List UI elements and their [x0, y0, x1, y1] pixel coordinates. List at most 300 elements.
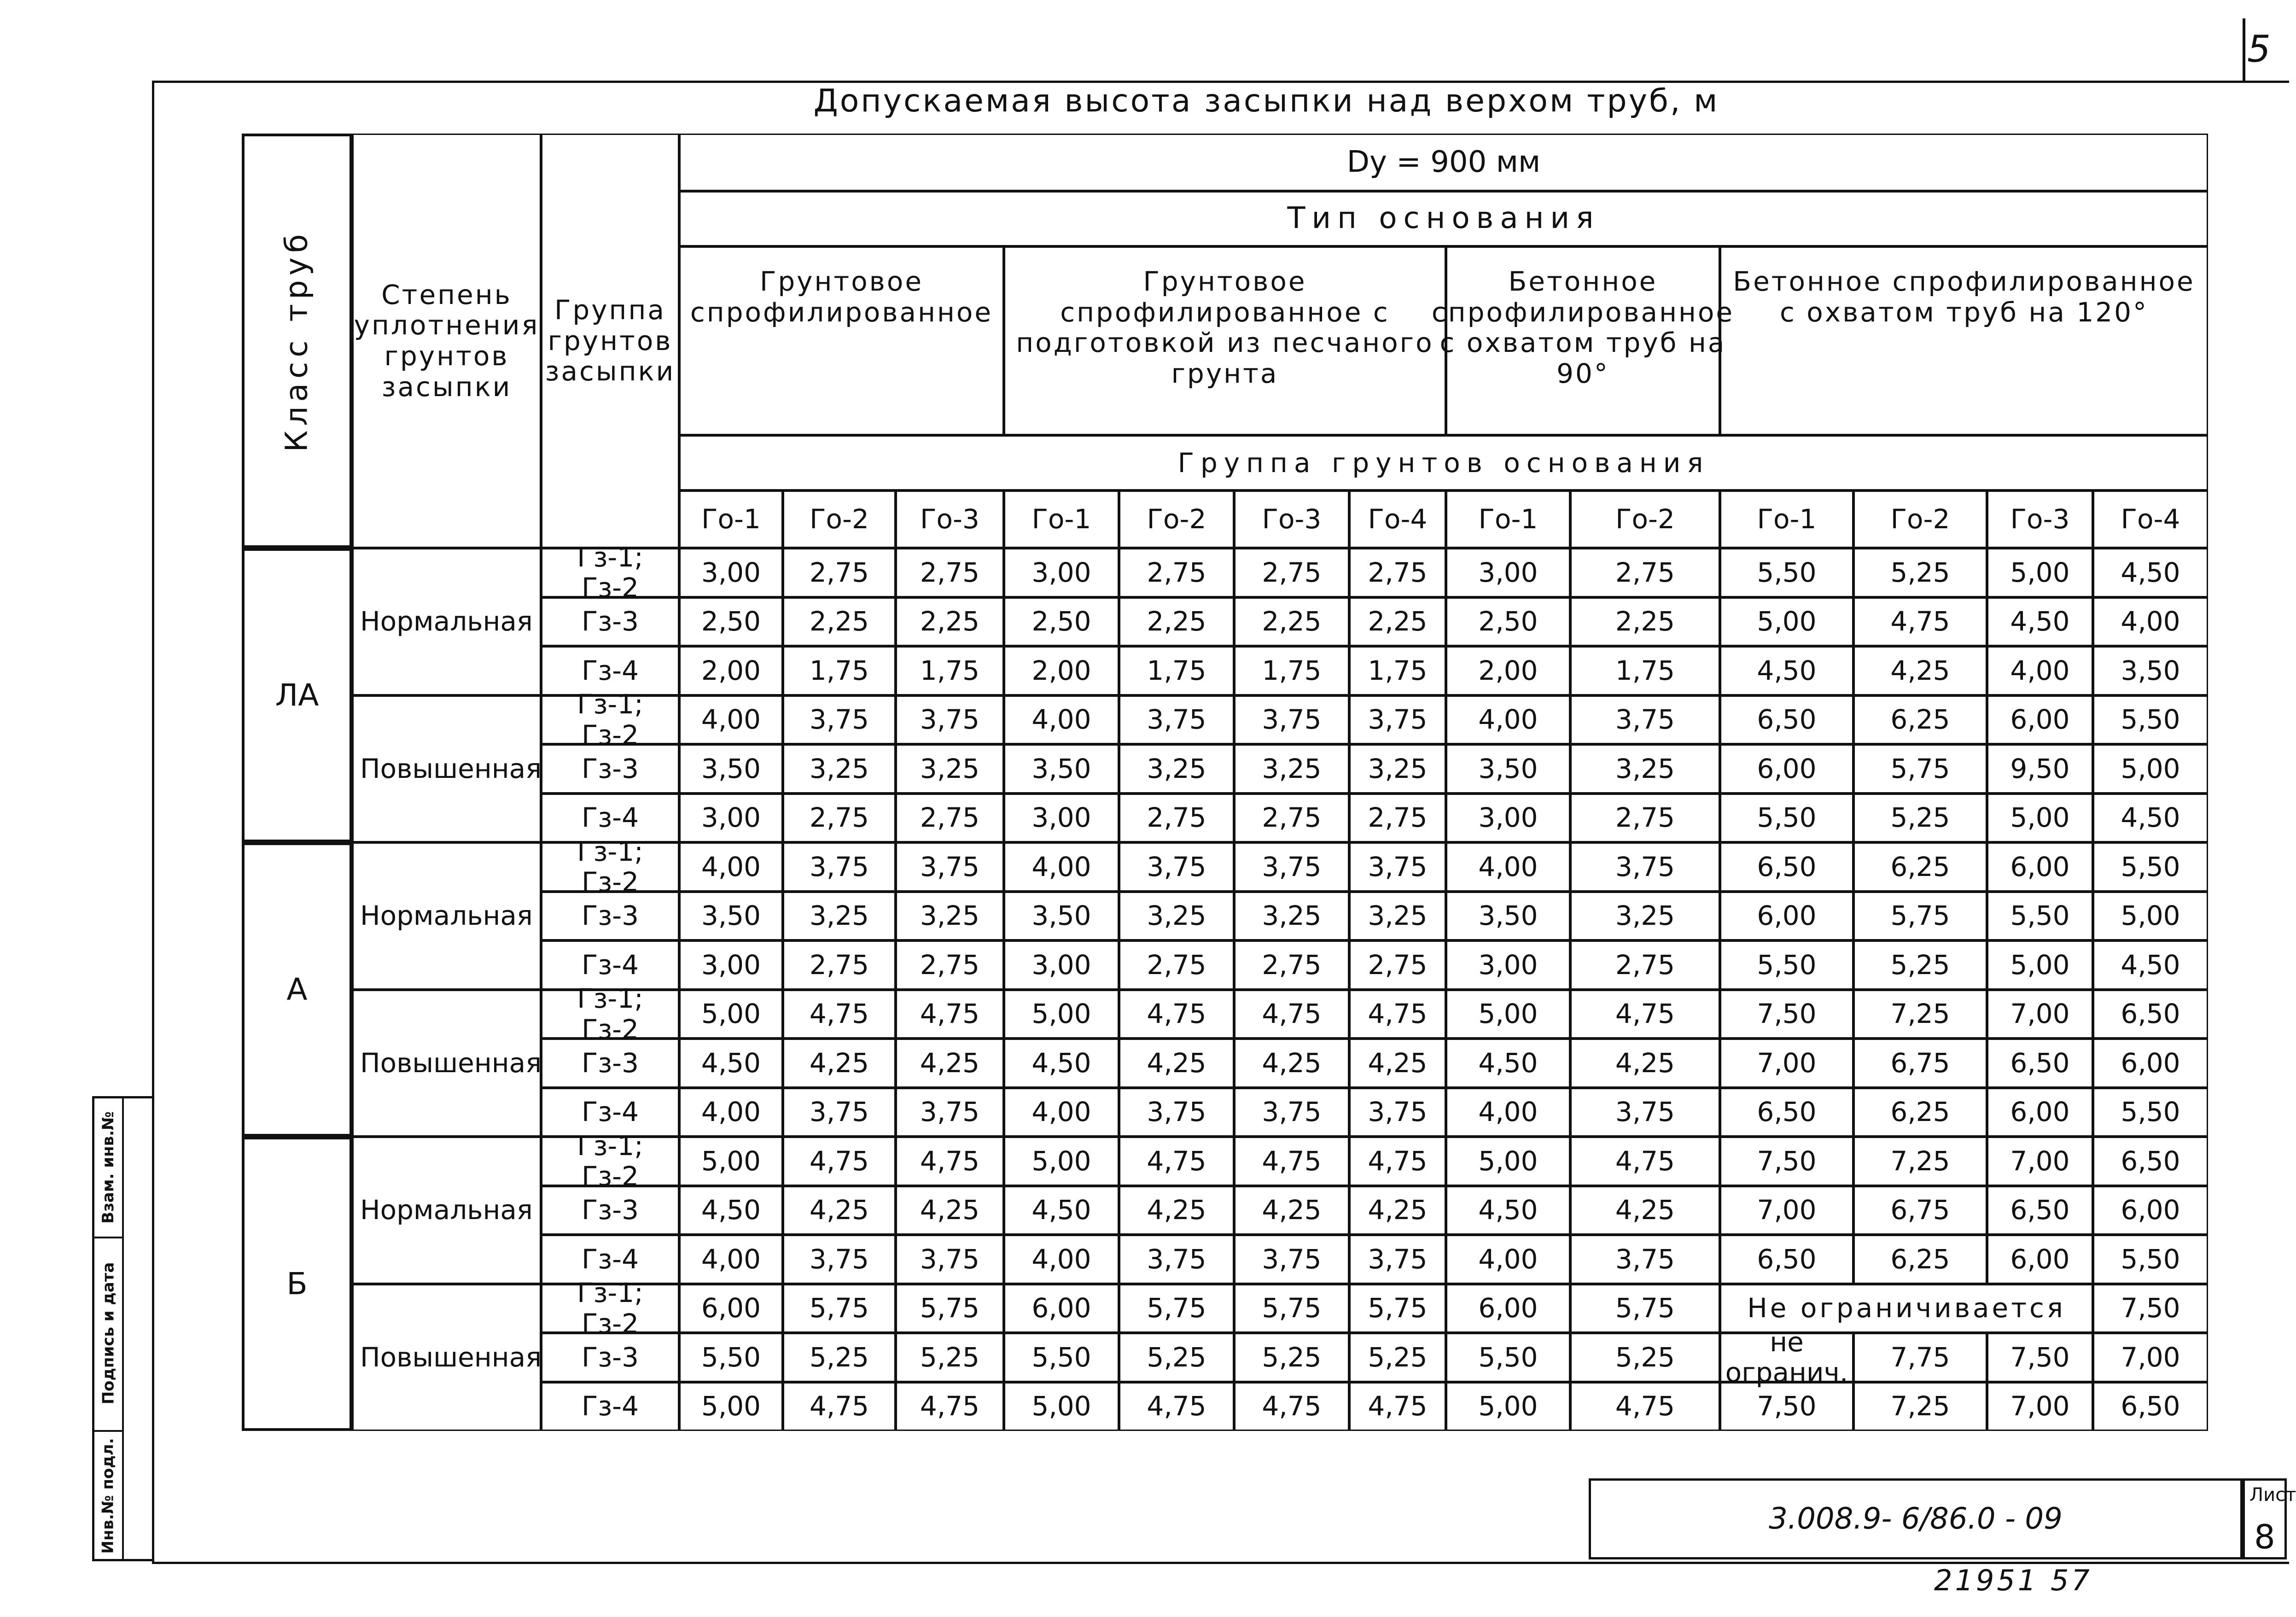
value-cell-text: 2,75 — [1368, 556, 1428, 588]
value-cell-text: 3,50 — [1031, 753, 1091, 784]
value-cell-text: 7,00 — [2010, 1145, 2070, 1177]
value-cell-text: 4,75 — [1262, 1145, 1322, 1177]
value-cell — [1234, 1039, 1349, 1088]
header-base-type-2 — [1004, 246, 1446, 435]
value-cell — [783, 1235, 896, 1284]
value-cell-text: 1,75 — [920, 654, 980, 686]
value-cell — [2093, 940, 2208, 990]
value-cell — [1004, 892, 1119, 941]
value-cell — [896, 1186, 1004, 1235]
compaction-cell — [352, 842, 541, 990]
value-cell-text: 6,75 — [1890, 1047, 1950, 1079]
class-cell-text: ЛА — [275, 677, 319, 713]
value-cell — [1119, 1235, 1234, 1284]
value-cell — [679, 1137, 783, 1186]
value-cell-text: 6,25 — [1890, 704, 1950, 736]
value-cell — [1446, 940, 1570, 990]
value-cell — [1570, 1137, 1720, 1186]
bottom-archive-number: 21951 57 — [1934, 1564, 2092, 1597]
value-cell — [896, 940, 1004, 990]
value-cell-text: 5,75 — [809, 1292, 869, 1324]
backfill-group-cell — [541, 835, 679, 898]
value-cell-text: 3,25 — [1368, 753, 1428, 784]
page-title: Допускаемая высота засыпки над верхом труб, м — [813, 83, 1719, 119]
compaction-cell-text: Повышенная — [360, 1047, 542, 1079]
value-cell — [896, 990, 1004, 1039]
value-cell — [1853, 695, 1987, 745]
value-cell — [1987, 892, 2093, 941]
value-cell — [1349, 1088, 1446, 1137]
value-cell-text: 4,00 — [701, 1243, 761, 1275]
value-cell — [1349, 940, 1446, 990]
value-cell-text: 4,75 — [1368, 998, 1428, 1030]
document-code-box — [1589, 1478, 2243, 1559]
value-cell — [1570, 1235, 1720, 1284]
value-cell — [1446, 695, 1570, 745]
backfill-group-cell-text: Гз-4 — [581, 802, 639, 834]
value-cell-text: 5,00 — [701, 1390, 761, 1422]
backfill-group-cell — [541, 597, 679, 647]
value-cell — [783, 892, 896, 941]
value-cell-text: 3,00 — [1031, 556, 1091, 588]
value-cell-text: 6,50 — [1757, 1096, 1817, 1128]
value-cell-text: 6,00 — [2010, 704, 2070, 736]
value-cell-text: 2,50 — [1478, 606, 1538, 637]
subcol-header-text: Го-3 — [1262, 503, 1322, 535]
value-cell — [1119, 1382, 1234, 1431]
value-cell-text: 7,25 — [1890, 998, 1950, 1030]
backfill-group-cell — [541, 1039, 679, 1088]
value-cell-text: 4,75 — [1147, 998, 1206, 1030]
value-cell — [2093, 1137, 2208, 1186]
class-cell — [242, 1137, 352, 1431]
value-cell-text: 3,75 — [1147, 851, 1206, 882]
value-cell-text: 5,00 — [1031, 1145, 1091, 1177]
value-cell — [1119, 1137, 1234, 1186]
class-cell-text: А — [286, 971, 308, 1007]
value-cell-text: 4,50 — [1031, 1194, 1091, 1226]
subcol-header — [1987, 490, 2093, 548]
value-cell — [1349, 1382, 1446, 1431]
value-cell-text: 5,25 — [1890, 949, 1950, 981]
header-class — [242, 134, 352, 548]
header-compaction — [352, 134, 541, 548]
backfill-group-cell-text: Гз-3 — [581, 1047, 639, 1079]
value-cell-text: 6,00 — [1757, 753, 1817, 784]
value-cell — [679, 1088, 783, 1137]
value-cell — [1004, 646, 1119, 695]
value-cell — [1720, 892, 1853, 941]
value-cell — [896, 794, 1004, 843]
backfill-height-table — [242, 134, 2208, 1425]
value-cell-text: 5,50 — [2121, 1243, 2180, 1275]
value-cell-text: 4,75 — [809, 1390, 869, 1422]
header-dy — [679, 134, 2208, 191]
value-cell — [1987, 695, 2093, 745]
value-cell-text: 4,00 — [1031, 1243, 1091, 1275]
sheet-label: Лист — [2249, 1484, 2296, 1506]
value-cell-text: 4,50 — [1757, 654, 1817, 686]
value-cell — [1119, 1284, 1234, 1333]
value-cell-text: 6,00 — [2121, 1194, 2180, 1226]
value-cell — [783, 695, 896, 745]
value-cell-text: 4,75 — [1262, 1390, 1322, 1422]
value-cell-text: 6,00 — [1757, 900, 1817, 932]
value-cell — [679, 892, 783, 941]
value-cell-text: 5,25 — [1890, 802, 1950, 834]
backfill-group-cell-text: Гз-1; Гз-2 — [577, 1277, 643, 1339]
value-cell — [783, 1382, 896, 1431]
subcol-header — [1349, 490, 1446, 548]
value-cell — [1349, 892, 1446, 941]
value-cell — [783, 1088, 896, 1137]
value-cell — [1987, 548, 2093, 597]
value-cell — [1720, 695, 1853, 745]
value-cell — [679, 794, 783, 843]
value-cell — [2093, 842, 2208, 892]
value-cell — [1119, 1039, 1234, 1088]
backfill-group-cell — [541, 689, 679, 751]
value-cell-text: 3,00 — [1478, 556, 1538, 588]
value-cell — [1446, 1039, 1570, 1088]
value-cell-text: 2,75 — [1368, 949, 1428, 981]
value-cell — [2093, 794, 2208, 843]
value-cell — [1349, 597, 1446, 647]
value-cell-text: 5,75 — [1262, 1292, 1322, 1324]
value-cell-text: 3,00 — [1031, 802, 1091, 834]
value-cell-text: 4,25 — [1262, 1194, 1322, 1226]
value-cell — [679, 1235, 783, 1284]
value-cell — [1987, 744, 2093, 794]
value-cell — [1234, 1235, 1349, 1284]
value-cell-text: 2,75 — [1615, 556, 1675, 588]
value-cell-text: 2,75 — [1262, 802, 1322, 834]
value-cell-text: 3,75 — [1262, 851, 1322, 882]
value-cell-text: 2,25 — [920, 606, 980, 637]
value-cell — [1853, 548, 1987, 597]
value-cell — [783, 1186, 896, 1235]
value-cell — [1119, 892, 1234, 941]
value-cell — [1349, 990, 1446, 1039]
document-code: 3.008.9- 6/86.0 - 09 — [1769, 1502, 2063, 1536]
backfill-group-cell-text: Гз-4 — [581, 949, 639, 981]
value-cell-text: 4,50 — [1478, 1047, 1538, 1079]
value-cell-text: 4,75 — [920, 998, 980, 1030]
subcol-header-text: Го-1 — [1757, 503, 1817, 535]
value-cell — [1446, 744, 1570, 794]
value-cell-text: 3,25 — [1147, 900, 1206, 932]
value-cell-text: 5,00 — [1031, 998, 1091, 1030]
value-cell-text: 1,75 — [1147, 654, 1206, 686]
backfill-group-cell-text: Гз-3 — [581, 1341, 639, 1373]
value-cell — [1570, 646, 1720, 695]
value-cell-text: 2,25 — [1147, 606, 1206, 637]
value-cell-text: 4,00 — [1478, 704, 1538, 736]
compaction-cell — [352, 695, 541, 843]
value-cell-text: 1,75 — [1262, 654, 1322, 686]
value-cell — [1987, 1186, 2093, 1235]
subcol-header-text: Го-1 — [1031, 503, 1091, 535]
subcol-header — [1720, 490, 1853, 548]
subcol-header-text: Го-4 — [1368, 503, 1428, 535]
value-cell-text: 5,00 — [1757, 606, 1817, 637]
value-cell — [1349, 695, 1446, 745]
value-cell-text: 6,25 — [1890, 1243, 1950, 1275]
value-cell — [1004, 597, 1119, 647]
value-cell-text: 3,75 — [1262, 1243, 1322, 1275]
value-cell-text: 7,00 — [2010, 998, 2070, 1030]
value-cell-text: 3,25 — [1615, 753, 1675, 784]
value-cell — [1720, 940, 1853, 990]
backfill-group-cell — [541, 983, 679, 1045]
value-cell — [1004, 842, 1119, 892]
value-cell — [1570, 1382, 1720, 1431]
value-cell — [679, 646, 783, 695]
value-cell — [679, 1186, 783, 1235]
value-cell — [1446, 646, 1570, 695]
value-cell — [1004, 695, 1119, 745]
value-cell — [1720, 1235, 1853, 1284]
value-cell-text: 7,50 — [2010, 1341, 2070, 1373]
value-cell — [1119, 842, 1234, 892]
value-cell — [1234, 940, 1349, 990]
value-cell-text: 4,75 — [1615, 1390, 1675, 1422]
value-cell — [1349, 1235, 1446, 1284]
value-cell — [1570, 744, 1720, 794]
value-cell-text: 3,75 — [809, 1243, 869, 1275]
value-cell-unlimited — [1720, 1284, 2093, 1333]
value-cell — [2093, 1235, 2208, 1284]
subcol-header-text: Го-4 — [2121, 503, 2180, 535]
value-cell-text: 5,75 — [1890, 753, 1950, 784]
value-cell-text: 6,00 — [701, 1292, 761, 1324]
value-cell — [1349, 1137, 1446, 1186]
value-cell — [1853, 646, 1987, 695]
value-cell — [1004, 548, 1119, 597]
value-cell — [783, 646, 896, 695]
value-cell-text: 7,25 — [1890, 1145, 1950, 1177]
value-cell — [1446, 794, 1570, 843]
value-cell — [679, 548, 783, 597]
value-cell — [1853, 892, 1987, 941]
value-cell-text: 4,75 — [1368, 1390, 1428, 1422]
value-cell — [1234, 597, 1349, 647]
value-cell-text: 4,00 — [1478, 851, 1538, 882]
value-cell — [1004, 1284, 1119, 1333]
value-cell-text: 4,00 — [1031, 1096, 1091, 1128]
value-cell-text: 6,00 — [2121, 1047, 2180, 1079]
backfill-group-cell-text: Гз-1; Гз-2 — [577, 689, 643, 751]
value-cell — [1570, 695, 1720, 745]
value-cell-text: 2,25 — [1368, 606, 1428, 637]
value-cell-text: 3,75 — [1262, 1096, 1322, 1128]
value-cell-text: 3,75 — [1368, 1096, 1428, 1128]
value-cell-text: 5,75 — [1615, 1292, 1675, 1324]
value-cell — [1004, 1235, 1119, 1284]
value-cell — [1234, 990, 1349, 1039]
value-cell — [1987, 794, 2093, 843]
subcol-header-text: Го-2 — [1890, 503, 1950, 535]
value-cell — [1349, 1186, 1446, 1235]
subcol-header — [896, 490, 1004, 548]
subcol-header — [2093, 490, 2208, 548]
value-cell-text: 3,25 — [920, 900, 980, 932]
value-cell — [1570, 794, 1720, 843]
header-base-type-1 — [679, 246, 1004, 435]
side-label-original-inv: Инв.№ подл. — [99, 1437, 117, 1554]
value-cell-text: 3,75 — [1615, 1243, 1675, 1275]
value-cell-text: 6,00 — [2010, 1243, 2070, 1275]
value-cell-text: 3,75 — [920, 704, 980, 736]
value-cell — [1570, 1284, 1720, 1333]
value-cell-text: 5,00 — [701, 1145, 761, 1177]
value-cell — [1446, 1235, 1570, 1284]
value-cell — [1853, 597, 1987, 647]
value-cell-text: 1,75 — [1368, 654, 1428, 686]
value-cell — [2093, 990, 2208, 1039]
value-cell — [1234, 744, 1349, 794]
value-cell-text: 6,25 — [1890, 1096, 1950, 1128]
value-cell — [1349, 1039, 1446, 1088]
value-cell — [1004, 794, 1119, 843]
value-cell — [1446, 1186, 1570, 1235]
value-cell — [1720, 1088, 1853, 1137]
page-corner-number: 5 — [2247, 28, 2271, 70]
value-cell — [1987, 990, 2093, 1039]
value-cell — [896, 1137, 1004, 1186]
value-cell — [783, 794, 896, 843]
value-cell-text: 3,50 — [1031, 900, 1091, 932]
value-cell-text: 4,25 — [809, 1194, 869, 1226]
value-cell — [1720, 646, 1853, 695]
value-cell — [1570, 548, 1720, 597]
value-cell — [1570, 597, 1720, 647]
value-cell — [1853, 1382, 1987, 1431]
value-cell-text: 4,25 — [1890, 654, 1950, 686]
value-cell-text: 4,00 — [1478, 1243, 1538, 1275]
subcol-header — [1004, 490, 1119, 548]
value-cell — [783, 744, 896, 794]
value-cell — [1234, 548, 1349, 597]
corner-bar — [2243, 18, 2245, 83]
value-cell-text: 3,50 — [701, 900, 761, 932]
subcol-header-text: Го-2 — [810, 503, 869, 535]
value-cell-text: 3,50 — [1478, 753, 1538, 784]
subcol-header — [1853, 490, 1987, 548]
header-dy-label: Dу = 900 мм — [1346, 145, 1541, 179]
value-cell — [896, 1382, 1004, 1431]
backfill-group-cell-text: Гз-4 — [581, 654, 639, 686]
side-stamp-strip — [92, 1096, 152, 1561]
backfill-group-cell — [541, 794, 679, 843]
subcol-header — [679, 490, 783, 548]
value-cell-text: 5,25 — [809, 1341, 869, 1373]
header-base-type-4-label: Бетонное спрофилированное с охватом труб на 120° — [1733, 266, 2195, 328]
value-cell-text: 3,75 — [920, 1096, 980, 1128]
header-base-type-1-label: Грунтовое спрофилированное — [690, 266, 993, 328]
value-cell — [679, 990, 783, 1039]
side-label-signature: Подпись и дата — [99, 1262, 118, 1405]
value-cell-text: 2,75 — [1147, 949, 1206, 981]
class-cell — [242, 842, 352, 1137]
value-cell — [1446, 892, 1570, 941]
value-cell — [679, 597, 783, 647]
value-cell-text: 6,50 — [2010, 1194, 2070, 1226]
value-cell-text: 4,75 — [809, 1145, 869, 1177]
value-cell-text: 2,75 — [920, 556, 980, 588]
header-base-type-4 — [1720, 246, 2208, 435]
value-cell — [783, 842, 896, 892]
value-cell — [1349, 646, 1446, 695]
value-cell-text: 3,25 — [1615, 900, 1675, 932]
value-cell — [2093, 892, 2208, 941]
backfill-group-cell-text: Гз-4 — [581, 1096, 639, 1128]
value-cell-text: 3,75 — [809, 1096, 869, 1128]
value-cell-text: 6,00 — [2010, 1096, 2070, 1128]
backfill-group-cell-text: Гз-3 — [581, 1194, 639, 1226]
value-cell-text: 2,25 — [1615, 606, 1675, 637]
value-cell-text: 4,50 — [701, 1194, 761, 1226]
value-cell-text: 7,25 — [1890, 1390, 1950, 1422]
subcol-header-text: Го-2 — [1147, 503, 1206, 535]
value-cell — [896, 892, 1004, 941]
value-cell-text: 5,00 — [701, 998, 761, 1030]
header-base-type-3 — [1431, 246, 1735, 435]
value-cell-text: 5,00 — [1478, 998, 1538, 1030]
value-cell-text: 2,50 — [1031, 606, 1091, 637]
compaction-cell-text: Нормальная — [360, 606, 533, 637]
value-cell — [896, 1235, 1004, 1284]
value-cell — [679, 1382, 783, 1431]
value-cell — [1987, 1382, 2093, 1431]
value-cell — [1004, 1039, 1119, 1088]
value-cell — [1720, 597, 1853, 647]
backfill-group-cell-text: Гз-4 — [581, 1243, 639, 1275]
value-cell — [1119, 597, 1234, 647]
value-cell-text: 6,00 — [2010, 851, 2070, 882]
value-cell — [1119, 695, 1234, 745]
subcol-header — [1234, 490, 1349, 548]
value-cell — [1987, 842, 2093, 892]
value-cell — [1004, 1088, 1119, 1137]
value-cell — [1987, 1137, 2093, 1186]
value-cell — [1119, 940, 1234, 990]
value-cell — [896, 646, 1004, 695]
backfill-group-cell — [541, 1130, 679, 1192]
value-cell-text: 4,50 — [701, 1047, 761, 1079]
value-cell — [1234, 1333, 1349, 1382]
value-cell-text: 5,50 — [1757, 802, 1817, 834]
value-cell-text: 5,25 — [920, 1341, 980, 1373]
value-cell — [1446, 842, 1570, 892]
value-cell-text: 5,50 — [1757, 556, 1817, 588]
value-cell-text: 4,75 — [920, 1145, 980, 1177]
value-cell-text: 3,00 — [701, 949, 761, 981]
value-cell-text: 2,75 — [1262, 556, 1322, 588]
value-cell — [679, 1333, 783, 1382]
backfill-group-cell — [541, 1333, 679, 1382]
value-cell-text: 5,50 — [1757, 949, 1817, 981]
subcol-header-text: Го-1 — [701, 503, 761, 535]
value-cell-text: 4,25 — [1147, 1047, 1206, 1079]
subcol-header-text: Го-3 — [920, 503, 979, 535]
value-cell — [679, 842, 783, 892]
value-cell-text: 4,50 — [2010, 606, 2070, 637]
value-cell — [2093, 695, 2208, 745]
value-cell-text: 4,25 — [1368, 1194, 1428, 1226]
value-cell-text: 6,25 — [1890, 851, 1950, 882]
value-cell-text: 6,50 — [2121, 998, 2180, 1030]
